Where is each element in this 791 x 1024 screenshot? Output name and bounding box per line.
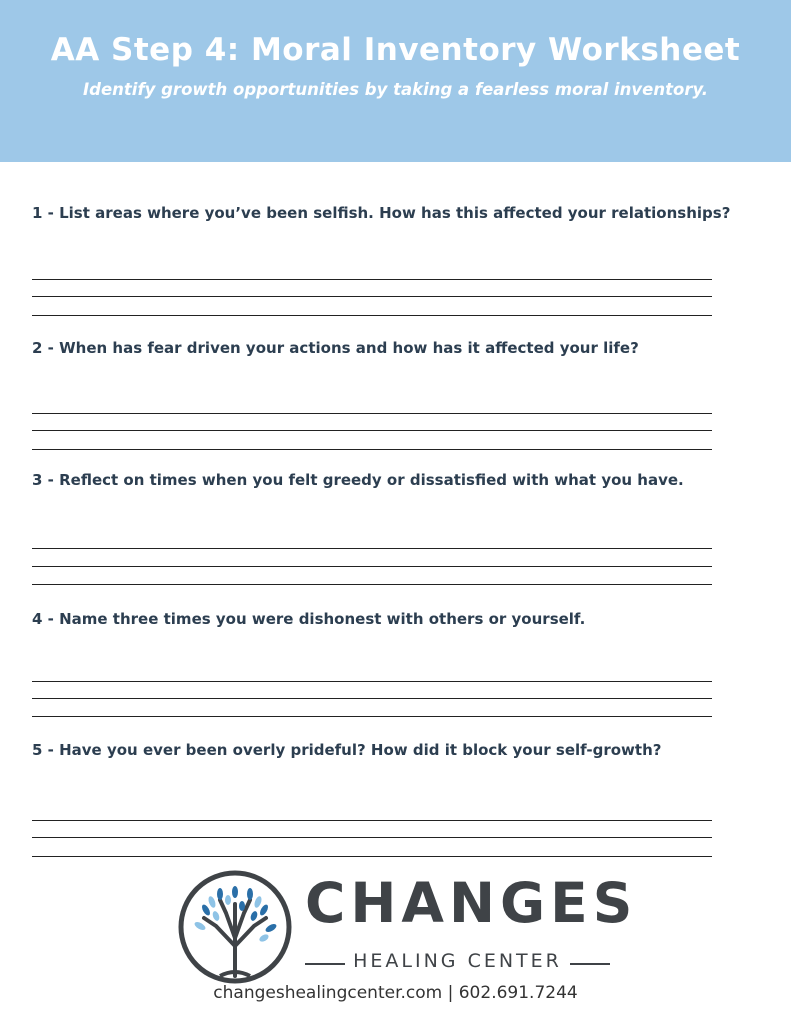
answer-line[interactable]: [32, 449, 712, 450]
header-banner: [0, 0, 791, 162]
question-5: 5 - Have you ever been overly prideful? How did it block your self-growth?: [32, 741, 662, 759]
answer-line[interactable]: [32, 716, 712, 717]
question-1: 1 - List areas where you’ve been selfish. How has this affected your relationships?: [32, 204, 731, 222]
brand-subtitle: [305, 950, 610, 978]
brand-name: CHANGES: [305, 871, 638, 935]
answer-line[interactable]: [32, 584, 712, 585]
question-2: 2 - When has fear driven your actions and how has it affected your life?: [32, 339, 639, 357]
brand-subtitle-text: HEALING CENTER: [353, 950, 562, 972]
answer-line[interactable]: [32, 413, 712, 414]
answer-line[interactable]: [32, 856, 712, 857]
page-subtitle: Identify growth opportunities by taking a fearless moral inventory.: [83, 80, 708, 99]
question-4: 4 - Name three times you were dishonest with others or yourself.: [32, 610, 586, 628]
answer-line[interactable]: [32, 681, 712, 682]
answer-line[interactable]: [32, 315, 712, 316]
question-3: 3 - Reflect on times when you felt greedy or dissatisfied with what you have.: [32, 471, 684, 489]
answer-line[interactable]: [32, 548, 712, 549]
contact-info: changeshealingcenter.com | 602.691.7244: [213, 983, 578, 1003]
answer-line[interactable]: [32, 698, 712, 699]
answer-line[interactable]: [32, 820, 712, 821]
page-title: AA Step 4: Moral Inventory Worksheet: [50, 32, 741, 68]
divider: [305, 963, 345, 965]
answer-line[interactable]: [32, 837, 712, 838]
answer-line[interactable]: [32, 566, 712, 567]
divider: [570, 963, 610, 965]
answer-line[interactable]: [32, 279, 712, 280]
answer-line[interactable]: [32, 430, 712, 431]
answer-line[interactable]: [32, 296, 712, 297]
tree-circle-icon: [176, 868, 294, 986]
